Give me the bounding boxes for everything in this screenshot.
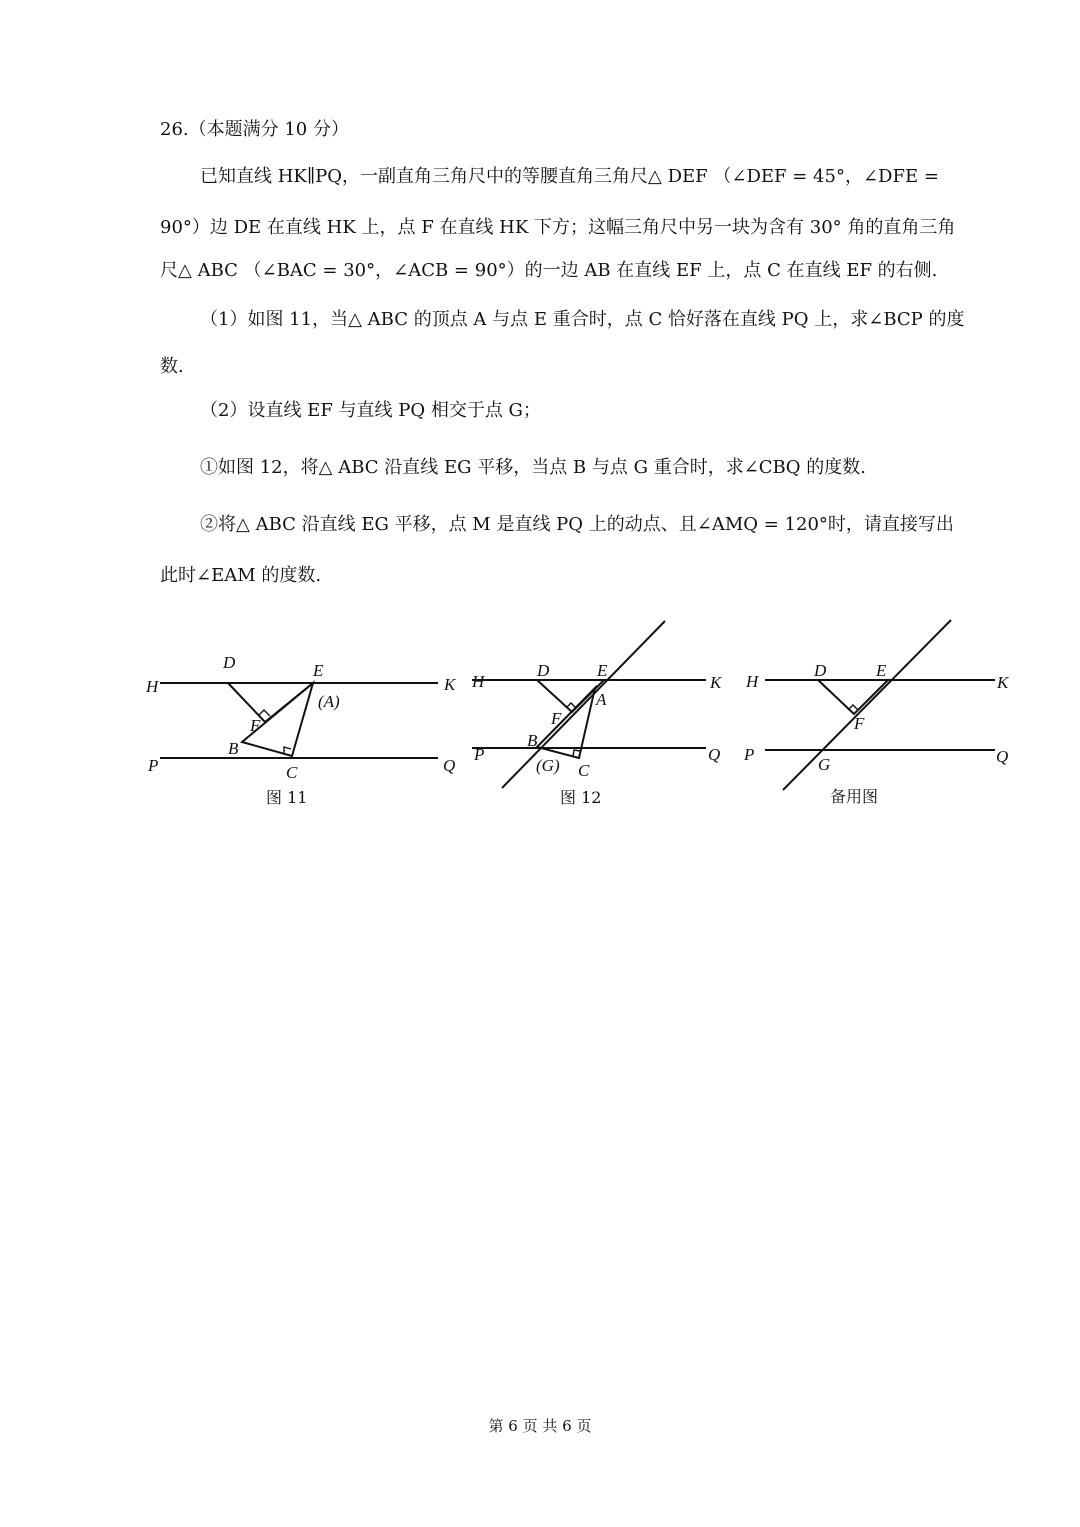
label-p-11: P (148, 756, 159, 775)
problem-heading: 26.（本题满分 10 分） (160, 119, 349, 140)
label-k-11: K (444, 675, 456, 694)
label-k-spare: K (997, 673, 1009, 692)
label-e-12: E (597, 661, 608, 680)
problem-line-3: 尺△ ABC （∠BAC = 30°，∠ACB = 90°）的一边 AB 在直线 EF 上，点 C 在直线 EF 的右侧. (160, 260, 938, 281)
line-eg-spare (783, 620, 951, 790)
label-b-11: B (228, 739, 239, 758)
figure-spare (765, 620, 995, 790)
page-footer: 第 6 页 共 6 页 (488, 1417, 592, 1435)
label-d-12: D (537, 661, 550, 680)
triangle-def-11 (228, 683, 313, 722)
label-p-spare: P (744, 745, 755, 764)
label-c-12: C (578, 761, 590, 780)
label-g-12: (G) (536, 756, 560, 775)
label-p-12: P (474, 745, 485, 764)
caption-fig-12: 图 12 (560, 788, 602, 807)
label-f-spare: F (854, 714, 865, 733)
question-1: （1）如图 11，当△ ABC 的顶点 A 与点 E 重合时，点 C 恰好落在直线 PQ 上，求∠BCP 的度 (200, 309, 965, 330)
label-q-11: Q (443, 756, 456, 775)
label-d-11: D (223, 653, 236, 672)
label-h-12: H (472, 672, 485, 691)
label-q-spare: Q (996, 747, 1009, 766)
right-angle-c-11 (284, 747, 291, 754)
caption-fig-spare: 备用图 (830, 787, 879, 806)
label-b-12: B (527, 731, 538, 750)
label-g-spare: G (818, 755, 831, 774)
question-2-part-2: ②将△ ABC 沿直线 EG 平移，点 M 是直线 PQ 上的动点、且∠AMQ = 120°时，请直接写出 (200, 514, 954, 535)
label-f-12: F (551, 709, 562, 728)
question-2-part-1: ①如图 12，将△ ABC 沿直线 EG 平移，当点 B 与点 G 重合时，求∠CBQ 的度数. (200, 457, 866, 478)
triangle-def-spare (818, 680, 888, 714)
right-angle-f-spare (848, 705, 858, 710)
label-a-12: A (596, 690, 607, 709)
problem-line-2: 90°）边 DE 在直线 HK 上，点 F 在直线 HK 下方；这幅三角尺中另一块为含有 30° 角的直角三角 (160, 217, 956, 238)
label-e-spare: E (876, 661, 887, 680)
label-h-spare: H (746, 672, 759, 691)
label-f-11: F (250, 716, 261, 735)
label-a-11: (A) (318, 692, 340, 711)
figure-11 (160, 683, 438, 758)
question-1-cont: 数. (160, 356, 184, 377)
figures (140, 610, 1020, 820)
question-2: （2）设直线 EF 与直线 PQ 相交于点 G； (200, 400, 541, 421)
label-c-11: C (286, 763, 298, 782)
label-q-12: Q (708, 745, 721, 764)
label-e-11: E (313, 661, 324, 680)
right-angle-f-12 (566, 703, 576, 708)
problem-line-1: 已知直线 HK∥PQ，一副直角三角尺中的等腰直角三角尺△ DEF （∠DEF = 45°，∠DFE = (200, 166, 939, 187)
label-k-12: K (710, 673, 722, 692)
label-d-spare: D (814, 661, 827, 680)
question-2-part-2-cont: 此时∠EAM 的度数. (160, 565, 322, 586)
caption-fig-11: 图 11 (266, 788, 308, 807)
label-h-11: H (146, 677, 159, 696)
